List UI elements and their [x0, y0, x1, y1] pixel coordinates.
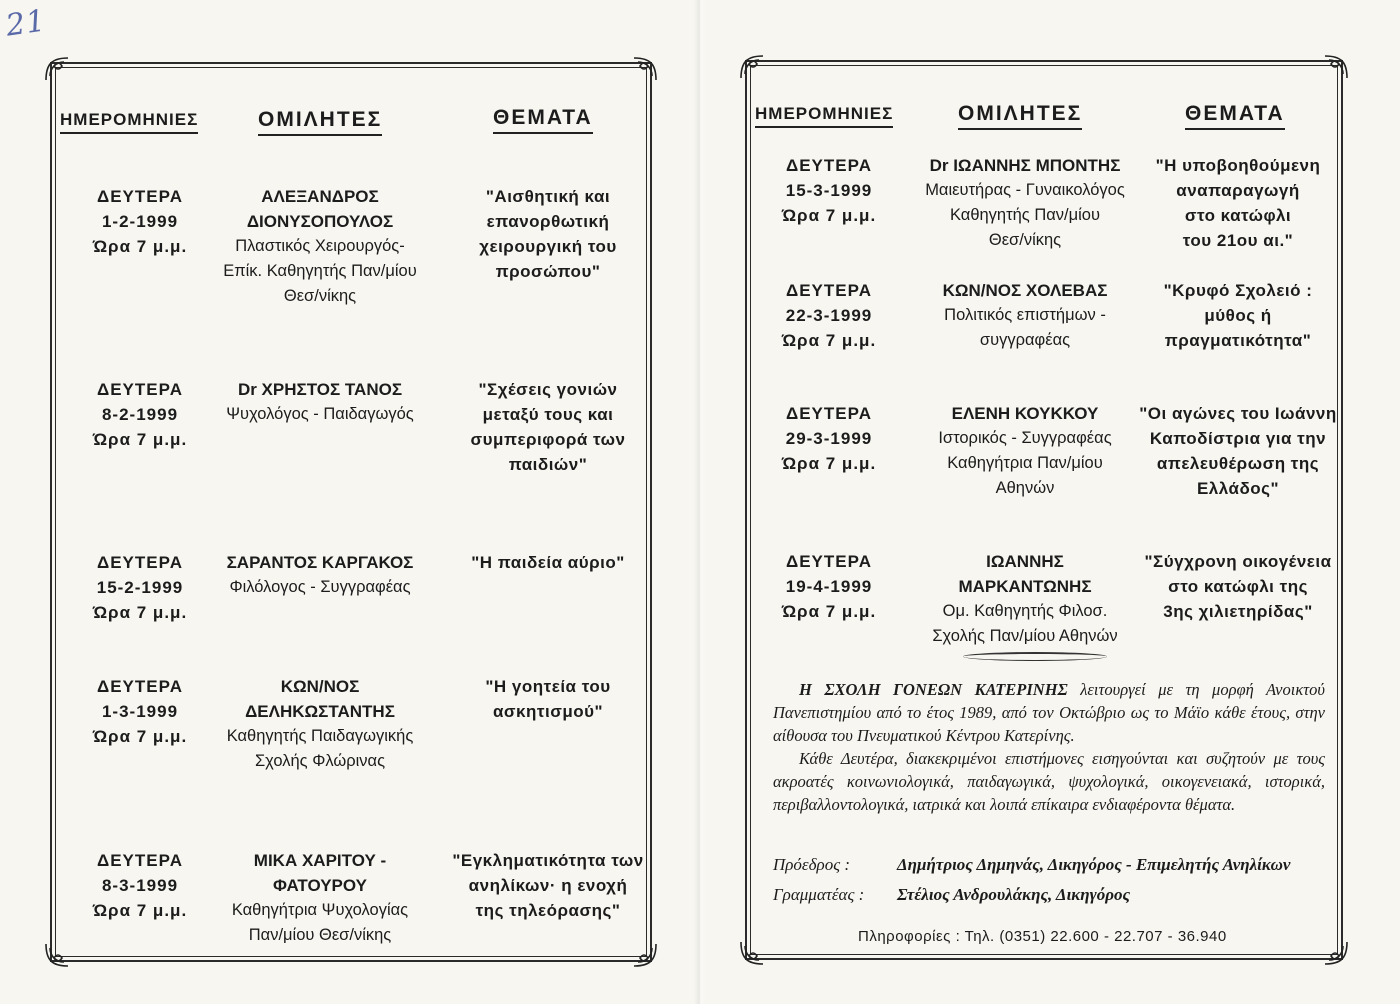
speaker-name: ΚΩΝ/ΝΟΣ ΧΟΛΕΒΑΣ	[942, 281, 1108, 300]
header-dates: ΗΜΕΡΟΜΗΝΙΕΣ	[755, 104, 893, 128]
left-schedule-panel	[50, 62, 652, 962]
speaker-role: Παν/μίου Θεσ/νίκης	[248, 926, 392, 944]
entry-topic	[442, 550, 654, 575]
date-date: 15-3-1999	[785, 181, 873, 200]
topic-line: προσώπου"	[495, 262, 601, 281]
speaker-role: Καθηγητής Παιδαγωγικής	[226, 727, 414, 745]
header-topics: ΘΕΜΑΤΑ	[493, 106, 593, 134]
handwritten-annotation: 21	[3, 3, 49, 44]
speaker-name: ΜΑΡΚΑΝΤΩΝΗΣ	[958, 577, 1092, 596]
date-time: Ώρα 7 μ.μ.	[92, 901, 188, 920]
speaker-role: Θεσ/νίκης	[283, 287, 357, 305]
speaker-name: ΦΑΤΟΥΡΟΥ	[273, 876, 367, 895]
date-time: Ώρα 7 μ.μ.	[781, 206, 877, 225]
date-date: 19-4-1999	[785, 577, 873, 596]
entry-date	[759, 278, 899, 353]
topic-line: παιδιών"	[508, 455, 588, 474]
entry-topic	[1133, 278, 1343, 353]
speaker-role: Σχολής Παν/μίου Αθηνών	[932, 627, 1118, 645]
speaker-role: Μαιευτήρας - Γυναικολόγος	[925, 181, 1125, 199]
about-paragraph-1	[773, 678, 1325, 747]
date-day: ΔΕΥΤΕΡΑ	[97, 677, 183, 696]
corner-ornament-icon	[632, 56, 658, 82]
topic-line: Ελλάδος"	[1196, 479, 1280, 498]
entry-date	[70, 674, 210, 749]
entry-topic	[442, 184, 654, 284]
entry-speaker	[905, 278, 1145, 353]
topic-line: χειρουργική του	[479, 237, 617, 256]
entry-date	[70, 550, 210, 625]
topic-line: μεταξύ τους και	[482, 405, 614, 424]
officer-secretary	[773, 885, 1130, 905]
topic-line: "Εγκληματικότητα των	[452, 851, 644, 870]
topic-line: "Σχέσεις γονιών	[478, 380, 618, 399]
right-schedule-panel	[745, 60, 1343, 960]
corner-ornament-icon	[1323, 940, 1349, 966]
date-day: ΔΕΥΤΕΡΑ	[97, 851, 183, 870]
date-time: Ώρα 7 μ.μ.	[781, 454, 877, 473]
speaker-name: ΜΙΚΑ ΧΑΡΙΤΟΥ -	[253, 851, 387, 870]
entry-speaker	[210, 674, 430, 774]
topic-line: "Σύγχρονη οικογένεια	[1144, 552, 1332, 571]
topic-line: στο κατώφλι	[1184, 206, 1292, 225]
topic-line: "Οι αγώνες του Ιωάννη	[1139, 404, 1337, 423]
speaker-role: Πολιτικός επιστήμων -	[944, 306, 1106, 324]
officer-value: Στέλιος Ανδρουλάκης, Δικηγόρος	[897, 885, 1131, 904]
topic-line: "Κρυφό Σχολειό :	[1163, 281, 1313, 300]
entry-date	[759, 549, 899, 624]
header-topics: ΘΕΜΑΤΑ	[1185, 102, 1285, 130]
topic-line: "Η υποβοηθούμενη	[1155, 156, 1321, 175]
speaker-role: Καθηγητής Παν/μίου	[949, 206, 1100, 224]
header-speakers: ΟΜΙΛΗΤΕΣ	[958, 102, 1082, 130]
speaker-role: Σχολής Φλώρινας	[254, 752, 386, 770]
entry-date	[759, 153, 899, 228]
corner-ornament-icon	[739, 54, 765, 80]
about-text-1: λειτουργεί με τη μορφή Ανοικτού Πανεπιστημίου από το έτος 1989, από τον Οκτώβριο ως το Μάϊο κάθε έτους, στην αίθουσα του Πνευματικού Κέντρου Κατερίνης.	[773, 680, 1325, 745]
entry-speaker	[905, 153, 1145, 253]
entry-date	[70, 377, 210, 452]
speaker-role: Καθηγήτρια Ψυχολογίας	[231, 901, 409, 919]
speaker-name: ΣΑΡΑΝΤΟΣ ΚΑΡΓΑΚΟΣ	[226, 553, 414, 572]
topic-line: του 21ου αι."	[1182, 231, 1294, 250]
officer-label: Γραμματέας :	[773, 885, 865, 904]
topic-line: 3ης χιλιετηρίδας"	[1163, 602, 1313, 621]
speaker-name: ΕΛΕΝΗ ΚΟΥΚΚΟΥ	[951, 404, 1099, 423]
speaker-name: ΙΩΑΝΝΗΣ	[986, 552, 1064, 571]
speaker-role: Θεσ/νίκης	[988, 231, 1062, 249]
speaker-name: ΔΕΛΗΚΩΣΤΑΝΤΗΣ	[245, 702, 395, 721]
entry-speaker	[210, 848, 430, 948]
entry-speaker	[905, 549, 1145, 649]
corner-ornament-icon	[739, 940, 765, 966]
entry-topic	[442, 377, 654, 477]
entry-topic	[1133, 153, 1343, 253]
about-paragraph-2	[773, 747, 1325, 816]
date-date: 1-3-1999	[101, 702, 179, 721]
entry-speaker	[210, 377, 430, 427]
date-day: ΔΕΥΤΕΡΑ	[786, 281, 872, 300]
entry-date	[70, 848, 210, 923]
corner-ornament-icon	[44, 56, 70, 82]
speaker-role: Φιλόλογος - Συγγραφέας	[229, 578, 411, 596]
topic-line: "Αισθητική και	[485, 187, 611, 206]
topic-line: ασκητισμού"	[492, 702, 604, 721]
topic-line: μύθος ή	[1204, 306, 1272, 325]
entry-topic	[442, 848, 654, 923]
entry-speaker	[210, 184, 430, 309]
date-day: ΔΕΥΤΕΡΑ	[786, 156, 872, 175]
officer-label: Πρόεδρος :	[773, 855, 851, 874]
speaker-name: ΚΩΝ/ΝΟΣ	[280, 677, 360, 696]
date-date: 8-2-1999	[101, 405, 179, 424]
corner-ornament-icon	[1323, 54, 1349, 80]
topic-line: αναπαραγωγή	[1176, 181, 1300, 200]
corner-ornament-icon	[632, 942, 658, 968]
speaker-name: ΑΛΕΞΑΝΔΡΟΣ	[261, 187, 379, 206]
school-name: Η ΣΧΟΛΗ ΓΟΝΕΩΝ ΚΑΤΕΡΙΝΗΣ	[799, 680, 1068, 699]
speaker-role: Πλαστικός Χειρουργός-	[235, 237, 405, 255]
header-speakers: ΟΜΙΛΗΤΕΣ	[258, 108, 382, 136]
date-date: 29-3-1999	[785, 429, 873, 448]
page-fold	[694, 0, 706, 1004]
contact-info: Πληροφορίες : Τηλ. (0351) 22.600 - 22.707 - 36.940	[858, 928, 1227, 945]
date-date: 8-3-1999	[101, 876, 179, 895]
date-time: Ώρα 7 μ.μ.	[781, 602, 877, 621]
officer-president	[773, 855, 1290, 875]
entry-speaker	[905, 401, 1145, 501]
about-text-2: Κάθε Δευτέρα, διακεκριμένοι επιστήμονες εισηγούνται και συζητούν με τους ακροατές κοινωνιολογικά, παιδαγωγικά, ψυχολογικά, οικογενειακά, ιστορικά, περιβαλλοντολογικά, ιατρικά και λοιπά επίκαιρα ενδιαφέροντα θέματα.	[773, 749, 1325, 814]
entry-date	[70, 184, 210, 259]
speaker-name: ΔΙΟΝΥΣΟΠΟΥΛΟΣ	[246, 212, 394, 231]
topic-line: "Η γοητεία του	[485, 677, 611, 696]
topic-line: "Η παιδεία αύριο"	[471, 553, 625, 572]
speaker-role: Ομ. Καθηγητής Φιλοσ.	[942, 602, 1108, 620]
speaker-role: Επίκ. Καθηγητής Παν/μίου	[223, 262, 417, 280]
date-day: ΔΕΥΤΕΡΑ	[786, 404, 872, 423]
date-day: ΔΕΥΤΕΡΑ	[97, 187, 183, 206]
date-date: 22-3-1999	[785, 306, 873, 325]
topic-line: Καποδίστρια για την	[1149, 429, 1327, 448]
date-day: ΔΕΥΤΕΡΑ	[97, 380, 183, 399]
speaker-role: Ψυχολόγος - Παιδαγωγός	[226, 405, 414, 423]
date-time: Ώρα 7 μ.μ.	[92, 727, 188, 746]
entry-speaker	[210, 550, 430, 600]
date-time: Ώρα 7 μ.μ.	[92, 237, 188, 256]
date-date: 15-2-1999	[96, 578, 184, 597]
header-dates: ΗΜΕΡΟΜΗΝΙΕΣ	[60, 110, 198, 134]
speaker-name: Dr ΙΩΑΝΝΗΣ ΜΠΟΝΤΗΣ	[929, 156, 1121, 175]
topic-line: της τηλεόρασης"	[475, 901, 621, 920]
topic-line: συμπεριφορά των	[470, 430, 626, 449]
topic-line: απελευθέρωση της	[1156, 454, 1320, 473]
corner-ornament-icon	[44, 942, 70, 968]
date-time: Ώρα 7 μ.μ.	[781, 331, 877, 350]
entry-topic	[1133, 549, 1343, 624]
date-day: ΔΕΥΤΕΡΑ	[786, 552, 872, 571]
topic-line: επανορθωτική	[486, 212, 610, 231]
topic-line: στο κατώφλι της	[1168, 577, 1308, 596]
entry-topic	[442, 674, 654, 724]
speaker-role: Αθηνών	[995, 479, 1055, 497]
topic-line: ανηλίκων· η ενοχή	[468, 876, 628, 895]
date-date: 1-2-1999	[101, 212, 179, 231]
date-time: Ώρα 7 μ.μ.	[92, 430, 188, 449]
entry-topic	[1133, 401, 1343, 501]
speaker-name: Dr ΧΡΗΣΤΟΣ ΤΑΝΟΣ	[237, 380, 403, 399]
officer-value: Δημήτριος Δημηνάς, Δικηγόρος - Επιμελητής Ανηλίκων	[897, 855, 1291, 874]
topic-line: πραγματικότητα"	[1164, 331, 1312, 350]
ornamental-divider	[963, 652, 1107, 661]
speaker-role: Καθηγήτρια Παν/μίου	[947, 454, 1103, 472]
date-day: ΔΕΥΤΕΡΑ	[97, 553, 183, 572]
speaker-role: συγγραφέας	[979, 331, 1071, 349]
speaker-role: Ιστορικός - Συγγραφέας	[938, 429, 1112, 447]
entry-date	[759, 401, 899, 476]
date-time: Ώρα 7 μ.μ.	[92, 603, 188, 622]
